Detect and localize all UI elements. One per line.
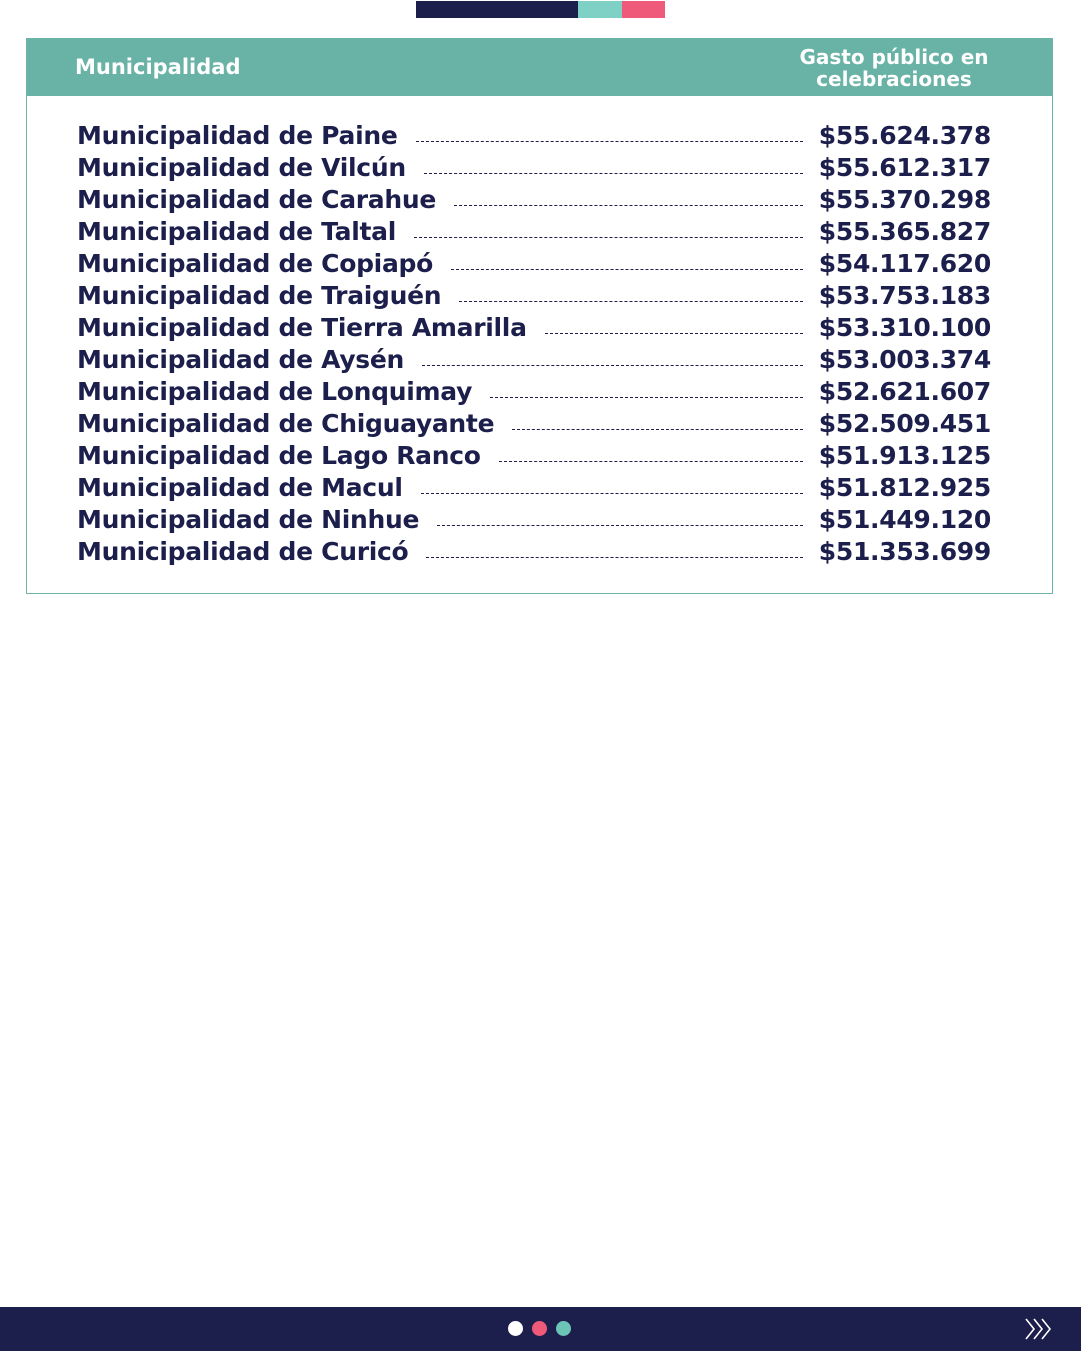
dotted-leader	[454, 204, 803, 206]
spending-value: $53.753.183	[818, 281, 991, 310]
table-row	[77, 152, 991, 184]
table-row	[77, 536, 991, 568]
spending-value: $51.353.699	[818, 537, 991, 566]
accent-segment-pink	[622, 1, 665, 18]
table-row	[77, 120, 991, 152]
table-header	[27, 39, 1052, 96]
dotted-leader	[422, 364, 803, 366]
dotted-leader	[451, 268, 803, 270]
spending-value: $51.449.120	[818, 505, 991, 534]
column-header-spending: Gasto público en celebraciones	[799, 45, 989, 91]
municipality-name: Municipalidad de Paine	[77, 121, 398, 150]
dotted-leader	[426, 556, 803, 558]
spending-value: $55.365.827	[818, 217, 991, 246]
accent-segment-navy	[416, 1, 578, 18]
table-row	[77, 248, 991, 280]
table-row	[77, 440, 991, 472]
dot-teal-icon[interactable]	[556, 1321, 571, 1336]
spending-value: $53.310.100	[818, 313, 991, 342]
table-row	[77, 376, 991, 408]
municipality-name: Municipalidad de Curicó	[77, 537, 409, 566]
dotted-leader	[490, 396, 803, 398]
dotted-leader	[414, 236, 803, 238]
spending-table	[26, 38, 1053, 594]
spending-value: $52.509.451	[818, 409, 991, 438]
accent-segment-teal	[578, 1, 622, 18]
municipality-name: Municipalidad de Aysén	[77, 345, 405, 374]
dotted-leader	[545, 332, 803, 334]
spending-value: $54.117.620	[818, 249, 991, 278]
table-row	[77, 184, 991, 216]
dotted-leader	[424, 172, 803, 174]
municipality-name: Municipalidad de Traiguén	[77, 281, 442, 310]
table-row	[77, 344, 991, 376]
spending-value: $52.621.607	[818, 377, 991, 406]
spending-value: $55.370.298	[818, 185, 991, 214]
footer-bar	[0, 1307, 1081, 1351]
spending-value: $53.003.374	[818, 345, 991, 374]
dotted-leader	[459, 300, 803, 302]
triple-chevron-right-icon[interactable]	[1023, 1315, 1053, 1343]
dotted-leader	[416, 140, 804, 142]
table-row	[77, 312, 991, 344]
municipality-name: Municipalidad de Taltal	[77, 217, 397, 246]
municipality-name: Municipalidad de Macul	[77, 473, 403, 502]
municipality-name: Municipalidad de Lago Ranco	[77, 441, 481, 470]
table-row	[77, 280, 991, 312]
dot-pink-icon[interactable]	[532, 1321, 547, 1336]
municipality-name: Municipalidad de Carahue	[77, 185, 437, 214]
dotted-leader	[437, 524, 803, 526]
dotted-leader	[499, 460, 803, 462]
table-body	[77, 120, 991, 568]
column-header-municipality: Municipalidad	[75, 55, 241, 79]
spending-value: $55.612.317	[818, 153, 991, 182]
municipality-name: Municipalidad de Lonquimay	[77, 377, 473, 406]
spending-value: $51.812.925	[818, 473, 991, 502]
top-accent-bar	[416, 1, 665, 18]
spending-value: $55.624.378	[818, 121, 991, 150]
municipality-name: Municipalidad de Tierra Amarilla	[77, 313, 527, 342]
spending-value: $51.913.125	[818, 441, 991, 470]
table-row	[77, 408, 991, 440]
table-row	[77, 504, 991, 536]
dotted-leader	[421, 492, 803, 494]
municipality-name: Municipalidad de Chiguayante	[77, 409, 495, 438]
dot-white-icon[interactable]	[508, 1321, 523, 1336]
pager	[508, 1321, 571, 1336]
municipality-name: Municipalidad de Copiapó	[77, 249, 433, 278]
table-row	[77, 472, 991, 504]
municipality-name: Municipalidad de Vilcún	[77, 153, 406, 182]
municipality-name: Municipalidad de Ninhue	[77, 505, 420, 534]
dotted-leader	[512, 428, 803, 430]
table-row	[77, 216, 991, 248]
